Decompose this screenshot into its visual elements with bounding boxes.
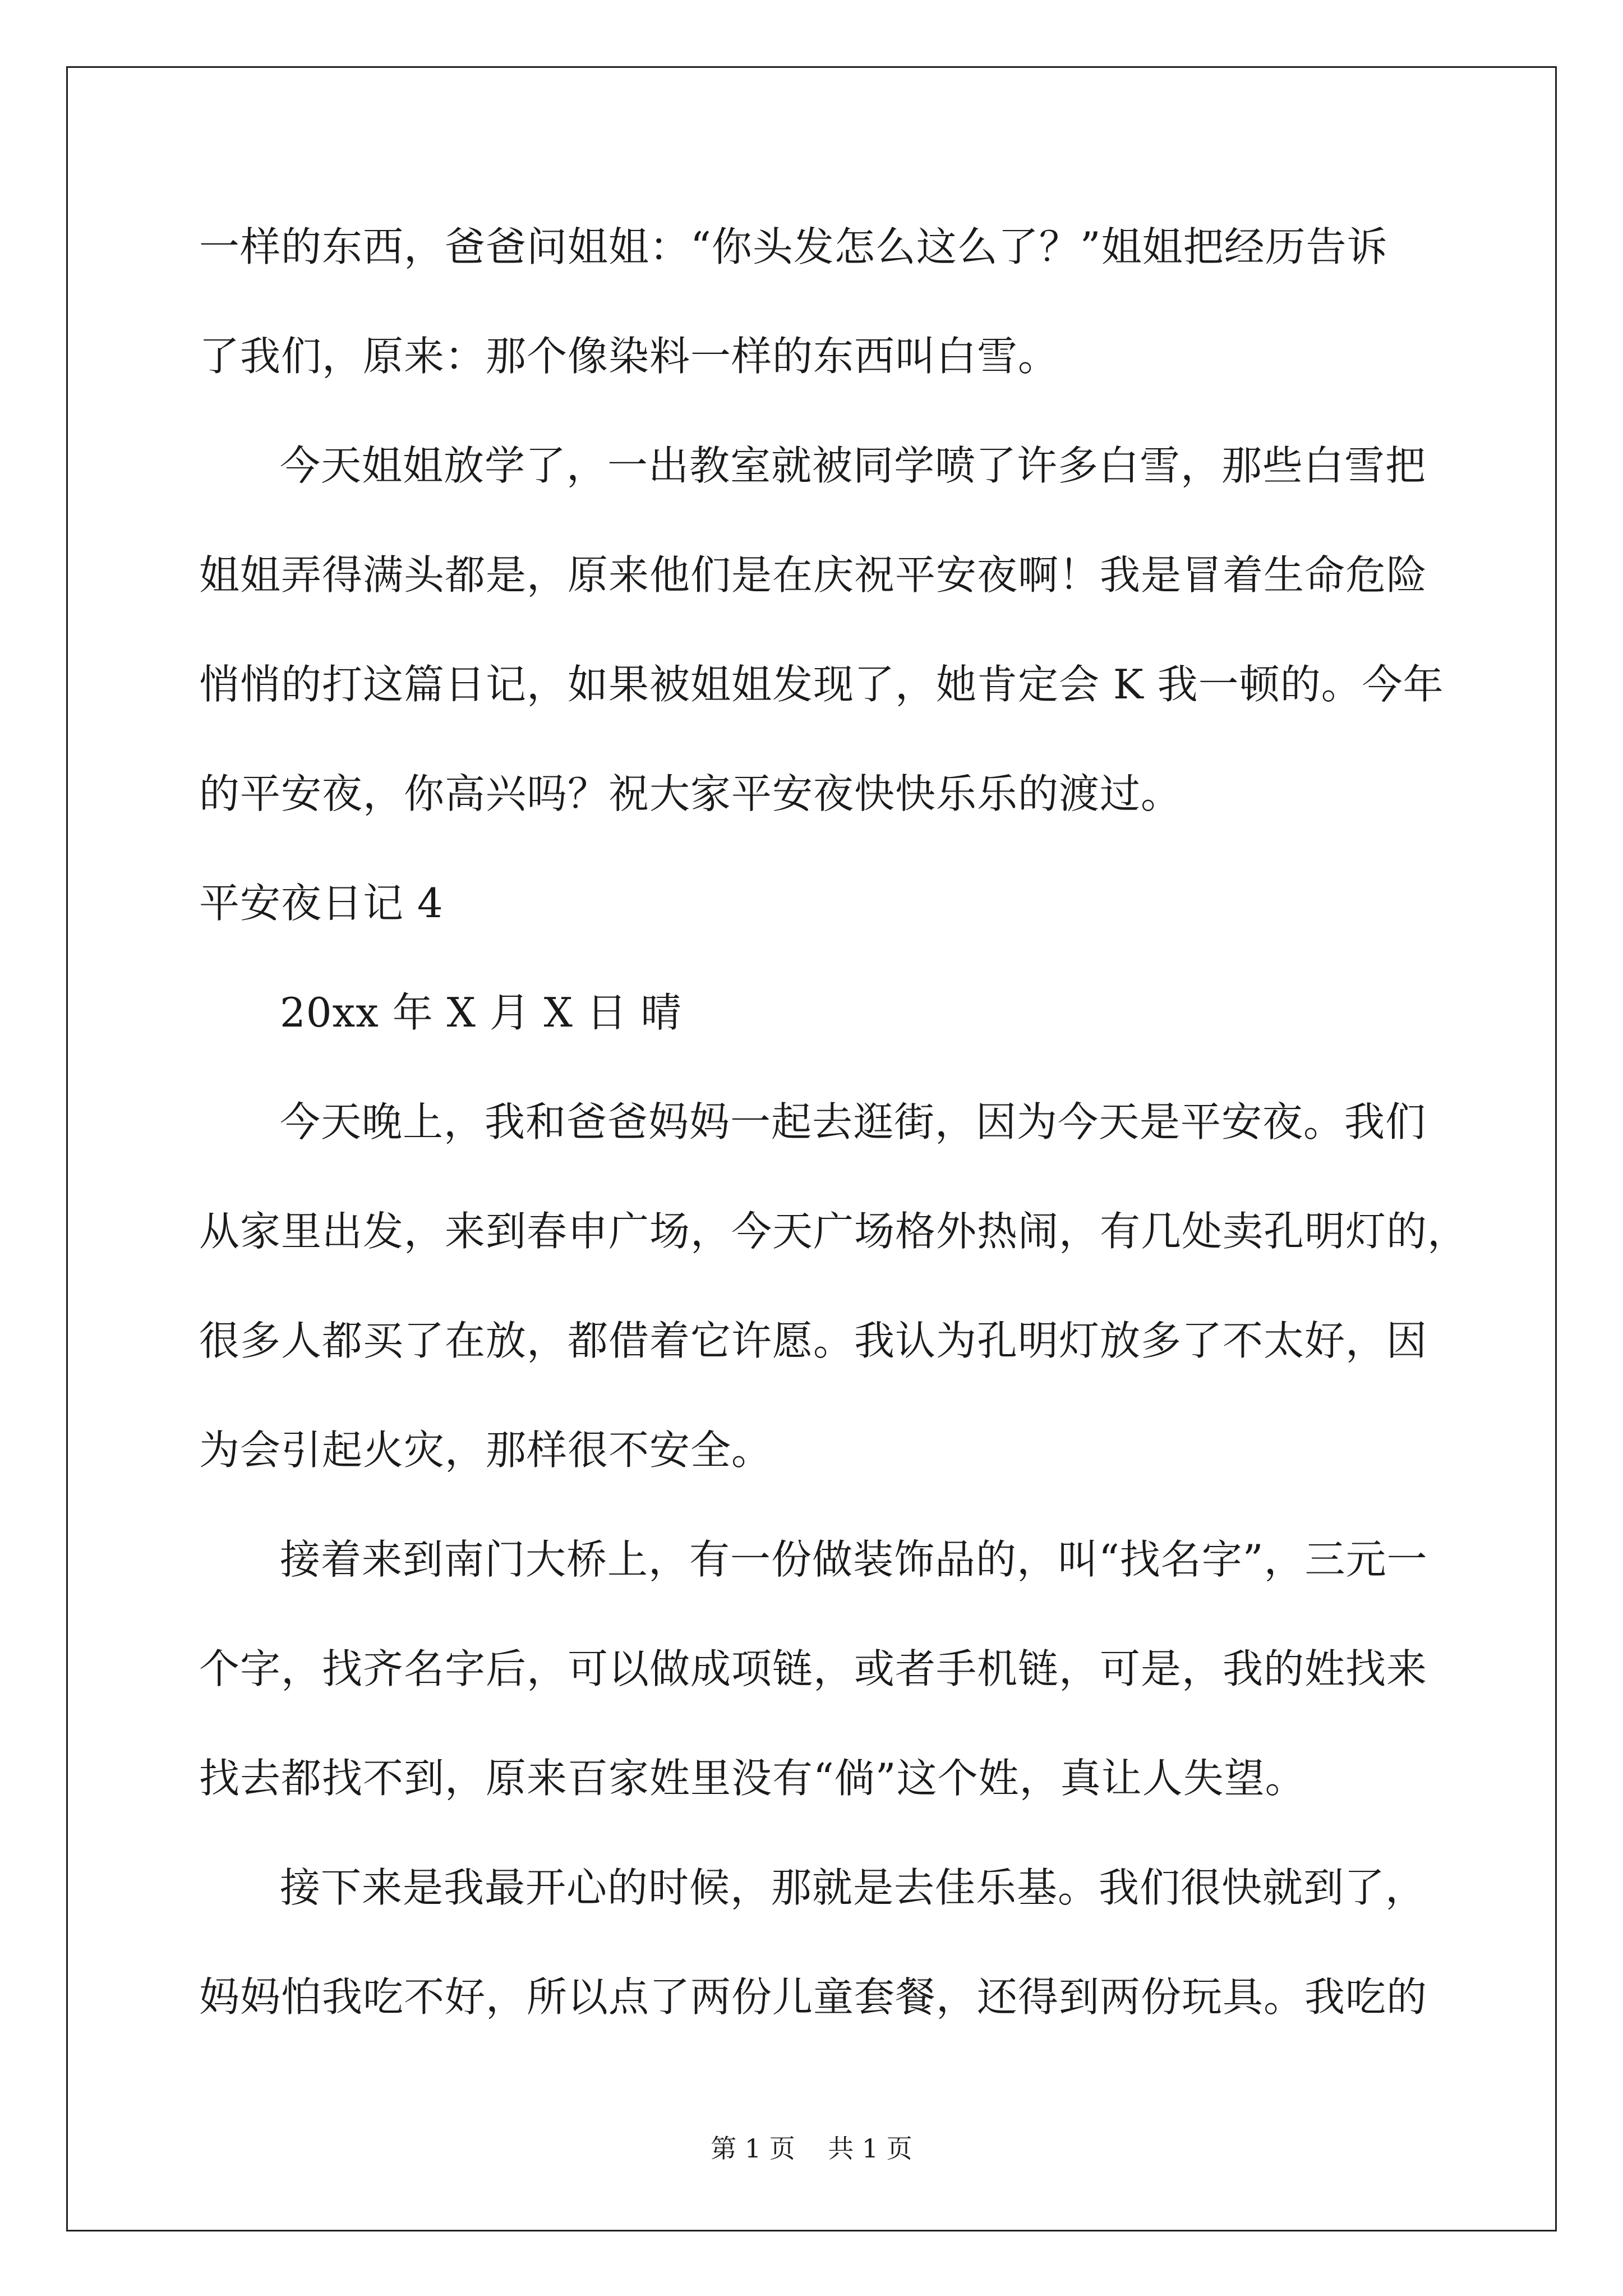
section-heading: 平安夜日记 4 <box>199 880 444 927</box>
text-line-16: 接下来是我最开心的时候，那就是去佳乐基。我们很快就到了， <box>280 1864 1427 1911</box>
text-line-2: 了我们，原来：那个像染料一样的东西叫白雪。 <box>199 333 1059 380</box>
text-line-17: 妈妈怕我吃不好，所以点了两份儿童套餐，还得到两份玩具。我吃的 <box>199 1973 1428 2021</box>
text-line-12: 为会引起火灾，那样很不安全。 <box>199 1427 773 1474</box>
text-line-1: 一样的东西，爸爸问姐姐：“你头发怎么这么了？”姐姐把经历告诉 <box>199 223 1388 270</box>
text-line-15: 找去都找不到，原来百家姓里没有“倘”这个姓，真让人失望。 <box>199 1755 1306 1802</box>
page-footer: 第 1 页 共 1 页 <box>711 2133 912 2164</box>
text-line-9: 今天晚上，我和爸爸妈妈一起去逛街，因为今天是平安夜。我们 <box>280 1098 1427 1145</box>
text-line-6: 的平安夜，你高兴吗？祝大家平安夜快快乐乐的渡过。 <box>199 770 1182 817</box>
text-line-10: 从家里出发，来到春申广场，今天广场格外热闹，有几处卖孔明灯的， <box>199 1208 1469 1255</box>
text-line-14: 个字，找齐名字后，可以做成项链，或者手机链，可是，我的姓找来 <box>199 1645 1428 1692</box>
text-line-11: 很多人都买了在放，都借着它许愿。我认为孔明灯放多了不太好，因 <box>199 1317 1428 1364</box>
date-line: 20xx 年 X 月 X 日 晴 <box>280 989 682 1036</box>
text-line-3: 今天姐姐放学了，一出教室就被同学喷了许多白雪，那些白雪把 <box>280 442 1427 489</box>
text-line-5: 悄悄的打这篇日记，如果被姐姐发现了，她肯定会 K 我一顿的。今年 <box>199 661 1444 708</box>
document-body <box>199 219 1469 2078</box>
text-line-4: 姐姐弄得满头都是，原来他们是在庆祝平安夜啊！我是冒着生命危险 <box>199 551 1428 599</box>
text-line-13: 接着来到南门大桥上，有一份做装饰品的，叫“找名字”，三元一 <box>280 1536 1428 1583</box>
